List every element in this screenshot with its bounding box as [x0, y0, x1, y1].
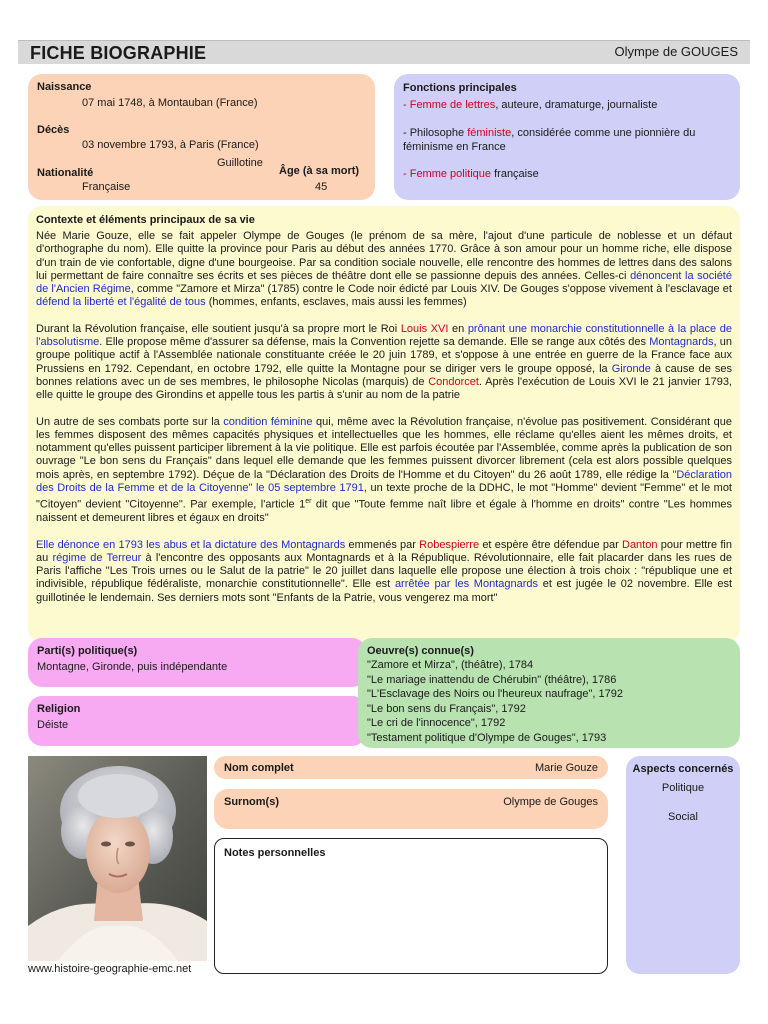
- functions-label: Fonctions principales: [403, 82, 517, 94]
- age-label: Âge (à sa mort): [279, 165, 360, 177]
- header-bar: [18, 40, 750, 64]
- function-item: - Philosophe féministe, considérée comme une pionnière du féminisme en France: [403, 127, 696, 153]
- aspect-item: Social: [668, 811, 698, 823]
- functions-panel: [394, 74, 740, 200]
- religion-label: Religion: [37, 703, 81, 715]
- religion-panel: [28, 696, 366, 746]
- aspects-label: Aspects concernés: [632, 763, 734, 775]
- works-label: Oeuvre(s) connue(s): [367, 645, 474, 657]
- context-panel: [28, 206, 740, 642]
- death-value: 03 novembre 1793, à Paris (France): [82, 139, 259, 151]
- context-paragraph: Un autre de ses combats porte sur la condition féminine qui, même avec la Révolution française, n'évolue pas positivement. Considérant que les femmes disposent des mêmes capacités physiques et intellectuelles que les hommes, elle réclame qu'elles aient les mêmes droits, et notamment qu'elles puissent participer librement à la vie politique. Elle est parfois écoutée par l'Assemblée, comme après la publication de son ouvrage "Le bon sens du Français" dans lequel elle demande que les femmes puissent divorcer librement (cela est alors possible quelques mois après, en septembre 1792). Déçue de la "Déclaration des Droits de l'Homme et du Citoyen" du 26 août 1789, elle rédige la "Déclaration des Droits de la Femme et de la Citoyenne" le 05 septembre 1791, un texte proche de la DDHC, le mot "Homme" devient "Femme" et le mot "Citoyen" devient "Citoyenne". Par exemple, l'article 1er dit que "Toute femme naît libre et égale à l'homme en droits" contre "Les hommes naissent et demeurent libres et égaux en droits": [36, 415, 732, 525]
- context-paragraph: Elle dénonce en 1793 les abus et la dictature des Montagnards emmenés par Robespierre et espère être défendue par Danton pour mettre fin au régime de Terreur à l'encontre des opposants aux Montagnards et à la République. Révolutionnaire, elle fait placarder dans les rues de Paris l'affiche "Les Trois urnes ou le Salut de la patrie" le 20 juillet dans laquelle elle propose une élection à trois choix : "république une et indivisible, république fédéraliste, monarchie constitutionnelle". Elle est arrêtée par les Montagnards et est jugée le 02 novembre. Elle est guillotinée le lendemain. Ses derniers mots sont "Enfants de la Patrie, vous vengerez ma mort": [36, 538, 733, 604]
- work-item: "Le bon sens du Français", 1792: [367, 702, 526, 715]
- nickname-panel: [214, 789, 608, 829]
- notes-label: Notes personnelles: [224, 847, 326, 859]
- parties-value: Montagne, Gironde, puis indépendante: [37, 661, 228, 673]
- footer-url: www.histoire-geographie-emc.net: [28, 963, 192, 975]
- personal-notes-field[interactable]: [214, 838, 608, 974]
- work-item: "Le mariage inattendu de Chérubin" (théâtre), 1786: [367, 673, 617, 686]
- death-label: Décès: [37, 124, 70, 136]
- nickname-value: Olympe de Gouges: [503, 796, 598, 808]
- nationality-label: Nationalité: [37, 167, 94, 179]
- page-title: FICHE BIOGRAPHIE: [30, 43, 207, 63]
- age-value: 45: [315, 181, 328, 193]
- birth-value: 07 mai 1748, à Montauban (France): [82, 97, 258, 109]
- parties-panel: [28, 638, 366, 687]
- full-name-panel: [214, 756, 608, 779]
- parties-label: Parti(s) politique(s): [37, 645, 138, 657]
- work-item: "Testament politique d'Olympe de Gouges", 1793: [367, 731, 607, 744]
- nickname-label: Surnom(s): [224, 796, 279, 808]
- function-item: - Femme de lettres, auteure, dramaturge, journaliste: [403, 99, 658, 111]
- birth-label: Naissance: [37, 81, 92, 93]
- function-item: - Femme politique française: [403, 168, 539, 180]
- death-cause: Guillotine: [217, 157, 263, 169]
- subject-name: Olympe de GOUGES: [614, 44, 738, 59]
- aspects-panel: [626, 756, 740, 974]
- work-item: "L'Esclavage des Noirs ou l'heureux naufrage", 1792: [367, 688, 624, 700]
- portrait-image: [28, 756, 207, 961]
- works-panel: [358, 638, 740, 748]
- context-label: Contexte et éléments principaux de sa vie: [36, 214, 255, 226]
- religion-value: Déiste: [37, 719, 69, 731]
- full-name-value: Marie Gouze: [535, 762, 598, 774]
- full-name-label: Nom complet: [224, 762, 294, 774]
- context-paragraph: Durant la Révolution française, elle soutient jusqu'à sa propre mort le Roi Louis XVI en prônant une monarchie constitutionnelle à la place de l'absolutisme. Elle propose même d'assurer sa défense, mais la Convention rejette sa demande. Elle se range aux côtés des Montagnards, un groupe politique actif à l'Assemblée nationale constituante créée le 20 juin 1789, et s'oppose à une entrée en guerre de la France face aux Prussiens en 1792. Cependant, en octobre 1792, elle quitte la Montagne pour se diriger vers le groupe opposé, la Gironde à cause de ses bonnes relations avec un de ses membres, le philosophe Nicolas (marquis) de Condorcet. Après l'exécution de Louis XVI le 21 janvier 1793, elle quitte le groupe des Girondins et appelle tous les partis à s'unir au nom de la patrie: [36, 322, 732, 402]
- work-item: "Zamore et Mirza", (théâtre), 1784: [367, 659, 534, 671]
- work-item: "Le cri de l'innocence", 1792: [367, 717, 506, 729]
- nationality-value: Française: [82, 181, 131, 193]
- aspect-item: Politique: [661, 782, 705, 794]
- identity-panel: [28, 74, 375, 200]
- context-paragraph: Née Marie Gouze, elle se fait appeler Olympe de Gouges (le prénom de sa mère, l'ajout d'une particule de noblesse et un défaut d'orthographe du nom). Elle quitte la province pour Paris au début des années 1770. Grâce à son amour pour un homme riche, elle dispose d'un train de vie confortable, digne d'une bourgeoise. Par sa condition sociale nouvelle, elle rencontre des hommes de lettres dans des salons lui permettant de faire connaître ses écrits et ses pièces de théâtre dont elle se passionne depuis des années. Celles-ci dénoncent la société de l'Ancien Régime, comme "Zamore et Mirza" (1785) contre le Code noir édicté par Louis XIV. De Gouges s'oppose vivement à l'esclavage et défend la liberté et l'égalité de tous (hommes, enfants, esclaves, mais aussi les femmes): [36, 230, 732, 309]
